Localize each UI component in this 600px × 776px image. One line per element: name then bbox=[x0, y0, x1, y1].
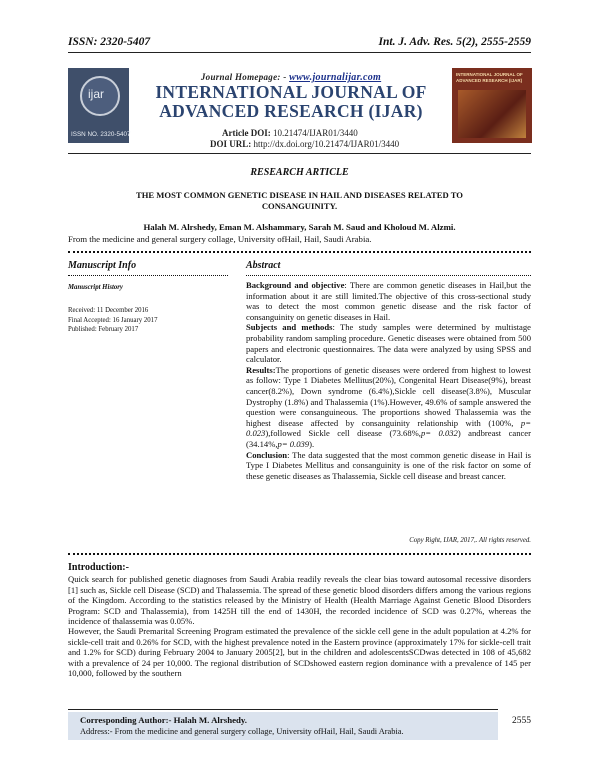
intro-paragraph-2: However, the Saudi Premarital Screening Program estimated the prevalence of the sickle cell gene in the adult population at 4.2% for sickle-cell trait and 0.26% for SCD, with the highest prevalence noted in the Eastern province (approximately 17% for sickle-cell trait and 1.2% for SCD) during February 2004 to January 2005[2], but in the children and adolescentsSCDwas detected in 108 of 45,682 with a prevalence of 24 per 10,000. The regional distribution of SCDshowed eastern region dominance with a prevalence of 145 per 10,000, followed by the southern bbox=[68, 626, 531, 679]
journal-homepage-link[interactable]: www.journalijar.com bbox=[289, 72, 382, 83]
journal-cover-image: INTERNATIONAL JOURNAL OF ADVANCED RESEARCH (IJAR) bbox=[452, 68, 532, 143]
journal-title-line2: ADVANCED RESEARCH (IJAR) bbox=[159, 101, 423, 121]
abstract-conclusion: Conclusion: The data suggested that the most common genetic disease in Hail is Type I Diabetes Mellitus and consanguinity is one of the risk factor on some of these genetic diseases as Thalassemia, Sickle cell disease and breast cancer. bbox=[246, 449, 531, 481]
copyright-notice: Copy Right, IJAR, 2017,. All rights reserved. bbox=[409, 537, 531, 544]
abstract-heading: Abstract bbox=[246, 260, 281, 271]
article-type: RESEARCH ARTICLE bbox=[250, 167, 349, 178]
manuscript-dates bbox=[68, 306, 157, 335]
manuscript-info-heading: Manuscript Info bbox=[68, 260, 137, 271]
article-authors: Halah M. Alrshedy, Eman M. Alshammary, Sarah M. Saud and Kholoud M. Alzmi. bbox=[143, 222, 456, 232]
doi-url: DOI URL: http://dx.doi.org/10.21474/IJAR01/3440 bbox=[210, 139, 400, 149]
abstract-background: Background and objective: There are common genetic diseases in Hail,but the information about it are still limited.The objective of this cross-sectional study was to detect the most common genetic disease and the risk factor of consanguinity on genetic diseases in Hail. bbox=[246, 280, 531, 322]
abstract-methods: Subjects and methods: The study samples were determined by multistage probability random sampling procedure. Genetic diseases were obtained from 500 papers and electronic questionnaires. The data were analyzed by using SPSS and calculator. bbox=[246, 322, 531, 365]
article-doi: Article DOI: 10.21474/IJAR01/3440 bbox=[222, 128, 358, 138]
masthead-rule bbox=[68, 153, 531, 154]
received-date: Received: 11 December 2016 bbox=[68, 307, 149, 314]
corresponding-author: Corresponding Author:- Halah M. Alrshedy. bbox=[80, 715, 247, 725]
footer-rule bbox=[68, 709, 498, 710]
page-number: 2555 bbox=[512, 716, 531, 726]
section-dotted-rule bbox=[68, 251, 531, 253]
intro-paragraph-1: Quick search for published genetic diagnoses from Saudi Arabia readily reveals the clear bias toward autosomal recessive disorders [1] such as, Sickle cell Disease (SCD) and Thalassemia. The spread of these genetic blood disorders differs among the various regions of the Kingdom. According to the statistics released by the Ministry of Health (Health Marriage Against Genetic Blood Disorders Program: SCD and Thalassemia), from 1425H till the end of 1430H, the recorded incidence of SCD was 0.27%, whereas the incidence of thalassemia was 0.05%. bbox=[68, 574, 531, 627]
journal-homepage: Journal Homepage: - www.journalijar.com bbox=[200, 72, 382, 83]
doi-url-link[interactable]: http://dx.doi.org/10.21474/IJAR01/3440 bbox=[253, 139, 400, 149]
manuscript-history-label: Manuscript History bbox=[68, 284, 123, 291]
intro-heading: Introduction:- bbox=[68, 562, 129, 573]
citation-header: Int. J. Adv. Res. 5(2), 2555-2559 bbox=[378, 36, 531, 48]
abstract-results: Results:The proportions of genetic diseases were ordered from highest to lowest as follow: Type 1 Diabetes Mellitus(20%), Congenital Heart Disease(9%), breast cancer(8.2%), Down syndrome (6.4%),Sickle cell disease(3.8%), Muscular Dystrophy (1.8%) and Thalassemia (1%).However, 49.6% of sample answered the question were consanguineous. The proportions showed Thalassemia was the highest disease affected by consanguinity relationship with (100%, p= 0.023),followed Sickle cell disease (73.68%,p= 0.032) andbreast cancer (34.14%,p= 0.039). bbox=[246, 364, 531, 449]
corresponding-author-box bbox=[68, 712, 498, 740]
journal-title-line1: INTERNATIONAL JOURNAL OF bbox=[155, 82, 427, 102]
header-rule bbox=[68, 52, 531, 53]
abstract-end-rule bbox=[68, 553, 531, 555]
issn-header: ISSN: 2320-5407 bbox=[68, 36, 151, 48]
accepted-date: Final Accepted: 16 January 2017 bbox=[68, 316, 158, 324]
article-affiliation: From the medicine and general surgery collage, University ofHail, Hail, Saudi Arabia. bbox=[68, 234, 372, 244]
abstract-divider bbox=[246, 275, 531, 276]
published-date: Published: February 2017 bbox=[68, 326, 139, 334]
author-address: Address:- From the medicine and general surgery collage, University ofHail, Hail, Saudi Arabia. bbox=[80, 727, 404, 736]
abstract-body bbox=[246, 280, 531, 481]
manuscript-divider bbox=[68, 275, 228, 276]
article-title: THE MOST COMMON GENETIC DISEASE IN HAIL AND DISEASES RELATED TO CONSANGUINITY. bbox=[136, 190, 463, 211]
ijar-logo: ijar ISSN NO. 2320-5407 bbox=[68, 68, 129, 143]
